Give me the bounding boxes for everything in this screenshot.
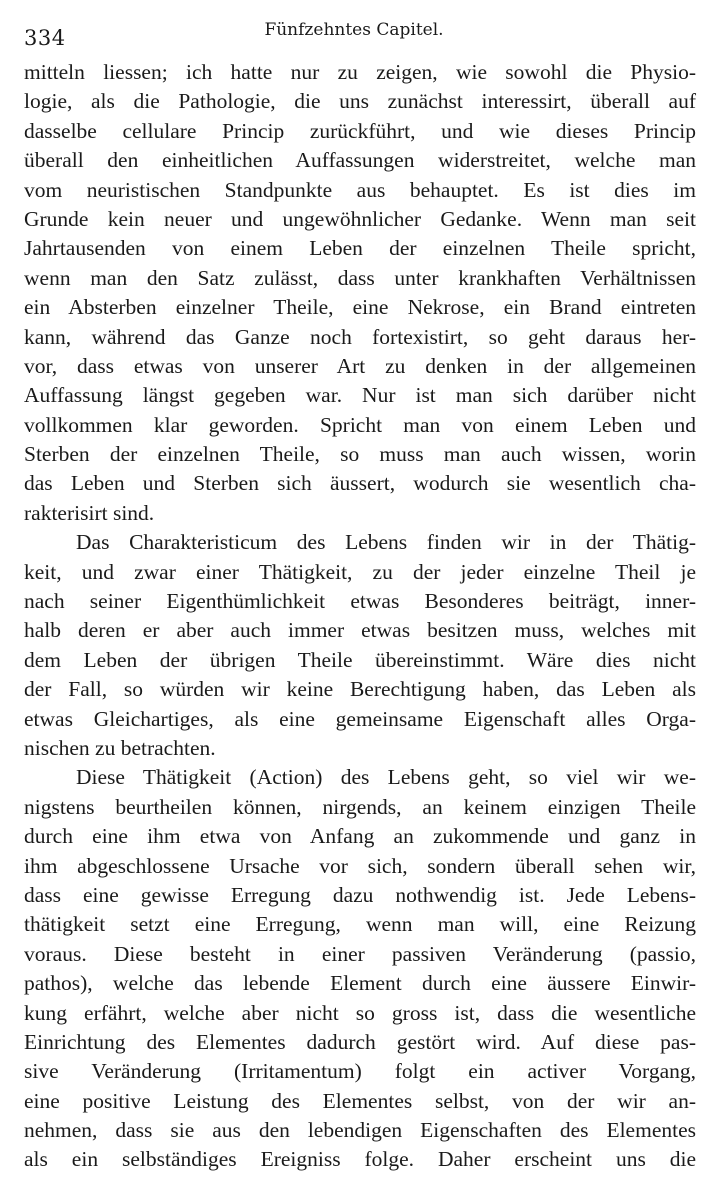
text-line: dem Leben der übrigen Theile übereinstimmt. Wäre dies nicht <box>24 647 696 672</box>
text-line: Grunde kein neuer und ungewöhnlicher Gedanke. Wenn man seit <box>24 206 696 231</box>
text-line: ein Absterben einzelner Theile, eine Nekrose, ein Brand eintreten <box>24 295 696 320</box>
body-text <box>24 58 696 1175</box>
text-line: voraus. Diese besteht in einer passiven Veränderung (passio, <box>24 941 696 966</box>
text-line: nach seiner Eigenthümlichkeit etwas Besonderes beiträgt, inner- <box>24 589 696 614</box>
text-line: thätigkeit setzt eine Erregung, wenn man will, eine Reizung <box>24 912 696 937</box>
text-line: rakterisirt sind. <box>24 500 155 525</box>
text-line: dasselbe cellulare Princip zurückführt, und wie dieses Princip <box>24 118 696 143</box>
text-line: kung erfährt, welche aber nicht so gross ist, dass die wesentliche <box>24 1000 696 1025</box>
text-line: nischen zu betrachten. <box>24 735 216 760</box>
text-line: dass eine gewisse Erregung dazu nothwendig ist. Jede Lebens- <box>24 882 696 907</box>
text-line: Sterben der einzelnen Theile, so muss man auch wissen, worin <box>24 442 696 467</box>
text-line: logie, als die Pathologie, die uns zunächst interessirt, überall auf <box>24 89 696 114</box>
text-line: kann, während das Ganze noch fortexistirt, so geht daraus her- <box>24 324 696 349</box>
text-line: halb deren er aber auch immer etwas besitzen muss, welches mit <box>24 618 696 643</box>
text-line: wenn man den Satz zulässt, dass unter krankhaften Verhältnissen <box>24 265 696 290</box>
text-line: vor, dass etwas von unserer Art zu denken in der allgemeinen <box>24 353 696 378</box>
text-line: vom neuristischen Standpunkte aus behauptet. Es ist dies im <box>24 177 696 202</box>
text-line: sive Veränderung (Irritamentum) folgt ein activer Vorgang, <box>24 1059 696 1084</box>
text-line: überall den einheitlichen Auffassungen widerstreitet, welche man <box>24 148 696 173</box>
text-line: keit, und zwar einer Thätigkeit, zu der jeder einzelne Theil je <box>24 559 696 584</box>
text-line: ihm abgeschlossene Ursache vor sich, sondern überall sehen wir, <box>24 853 696 878</box>
text-line: das Leben und Sterben sich äussert, wodurch sie wesentlich cha- <box>24 471 696 496</box>
text-line: durch eine ihm etwa von Anfang an zukommende und ganz in <box>24 824 696 849</box>
text-line: mitteln liessen; ich hatte nur zu zeigen, wie sowohl die Physio- <box>24 60 696 84</box>
page-number: 334 <box>24 26 66 50</box>
text-line: Einrichtung des Elementes dadurch gestört wird. Auf diese pas- <box>24 1029 696 1054</box>
page-header <box>24 20 684 52</box>
text-line: eine positive Leistung des Elementes selbst, von der wir an- <box>24 1088 696 1113</box>
text-line: Das Charakteristicum des Lebens finden wir in der Thätig- <box>76 530 696 555</box>
text-line: nehmen, dass sie aus den lebendigen Eigenschaften des Elementes <box>24 1118 696 1143</box>
text-line: Diese Thätigkeit (Action) des Lebens geht, so viel wir we- <box>76 765 696 790</box>
text-line: etwas Gleichartiges, als eine gemeinsame Eigenschaft alles Orga- <box>24 706 696 731</box>
running-title: Fünfzehntes Capitel. <box>264 20 444 40</box>
text-line: vollkommen klar geworden. Spricht man von einem Leben und <box>24 412 696 437</box>
text-line: Jahrtausenden von einem Leben der einzelnen Theile spricht, <box>24 236 696 261</box>
text-line: pathos), welche das lebende Element durch eine äussere Einwir- <box>24 971 696 996</box>
text-line: als ein selbständiges Ereigniss folge. Daher erscheint uns die <box>24 1147 696 1172</box>
text-line: Auffassung längst gegeben war. Nur ist man sich darüber nicht <box>24 383 696 408</box>
text-line: der Fall, so würden wir keine Berechtigung haben, das Leben als <box>24 677 696 702</box>
text-line: nigstens beurtheilen können, nirgends, an keinem einzigen Theile <box>24 794 696 819</box>
